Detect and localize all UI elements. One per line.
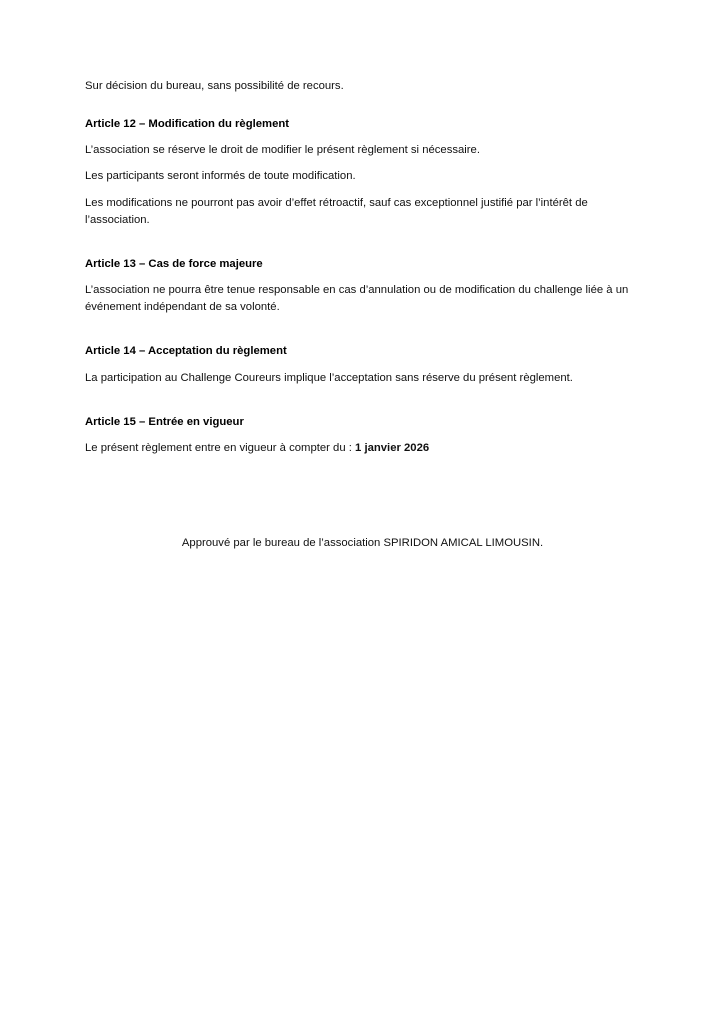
- section-paragraph: L’association ne pourra être tenue responsable en cas d’annulation ou de modification du challenge liée à un événement indépendant de sa volonté.: [85, 284, 629, 314]
- section-heading-article-12: Article 12 – Modification du règlement: [85, 118, 290, 131]
- spacer: [85, 457, 640, 503]
- spacer: [85, 387, 640, 414]
- effective-date-value: 1 janvier 2026: [355, 441, 430, 454]
- spacer: [85, 273, 640, 282]
- approval-line: Approuvé par le bureau de l’association SPIRIDON AMICAL LIMOUSIN.: [181, 537, 544, 550]
- effective-date-lead-in: Le présent règlement entre en vigueur à compter du :: [85, 441, 356, 454]
- section-heading-article-15: Article 15 – Entrée en vigueur: [85, 415, 244, 428]
- spacer: [85, 186, 640, 195]
- section-paragraph: La participation au Challenge Coureurs implique l’acceptation sans réserve du présent règlement.: [85, 371, 573, 384]
- section-paragraph: Les modifications ne pourront pas avoir d’effet rétroactif, sauf cas exceptionnel justifié par l’intérêt de l’association.: [85, 196, 588, 226]
- section-heading-article-14: Article 14 – Acceptation du règlement: [85, 345, 287, 358]
- spacer: [85, 361, 640, 370]
- spacer: [85, 316, 640, 343]
- spacer: [85, 229, 640, 256]
- spacer: [85, 159, 640, 168]
- section-paragraph-with-date: [85, 440, 640, 457]
- spacer: [85, 95, 640, 116]
- spacer: [85, 133, 640, 142]
- section-paragraph: Les participants seront informés de toute modification.: [85, 170, 356, 183]
- intro-paragraph: Sur décision du bureau, sans possibilité de recours.: [85, 80, 344, 92]
- section-heading-article-13: Article 13 – Cas de force majeure: [85, 257, 263, 270]
- spacer: [85, 431, 640, 440]
- section-paragraph: L’association se réserve le droit de modifier le présent règlement si nécessaire.: [85, 144, 480, 157]
- spacer: [85, 503, 640, 524]
